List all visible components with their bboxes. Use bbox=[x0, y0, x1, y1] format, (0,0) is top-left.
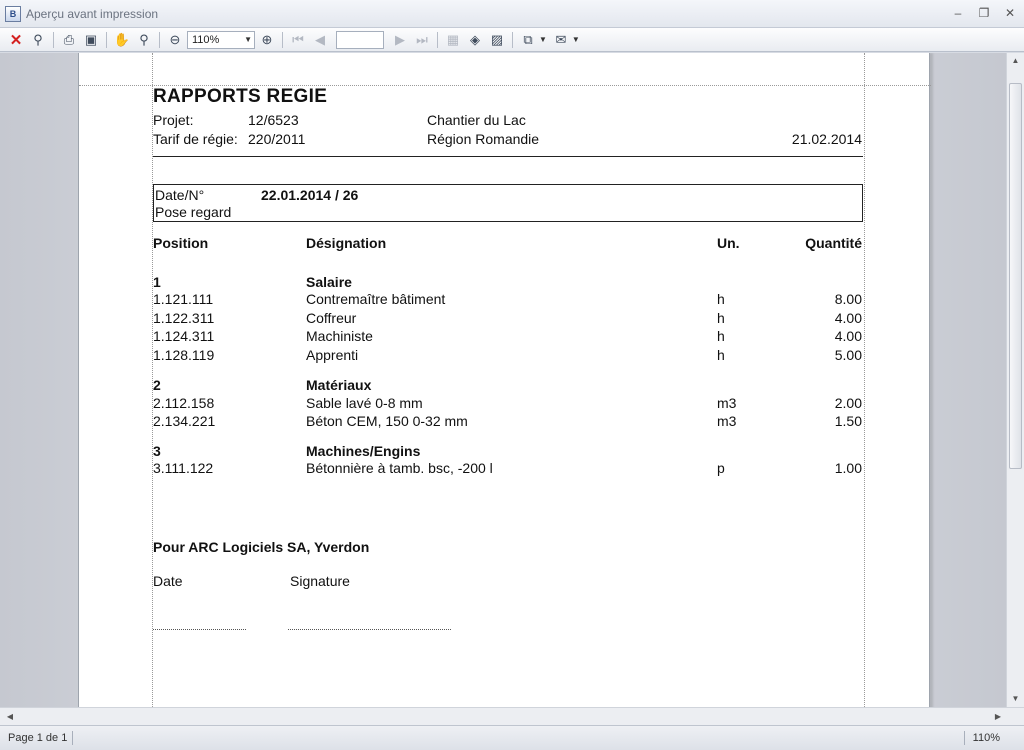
group-name: Matériaux bbox=[306, 377, 372, 393]
column-header-designation: Désignation bbox=[306, 235, 387, 251]
toolbar-separator bbox=[106, 32, 107, 48]
item-unit: m3 bbox=[717, 413, 737, 429]
page-setup-icon[interactable]: ▣ bbox=[84, 31, 98, 47]
scroll-down-icon[interactable]: ▼ bbox=[1011, 694, 1020, 703]
group-number: 2 bbox=[153, 377, 161, 393]
binoculars-find-icon[interactable]: ⚲ bbox=[33, 31, 43, 47]
item-designation: Sable lavé 0-8 mm bbox=[306, 395, 423, 411]
page-number-input[interactable] bbox=[336, 31, 384, 49]
group-name: Salaire bbox=[306, 274, 352, 290]
vertical-scrollbar[interactable] bbox=[1006, 53, 1024, 707]
item-position: 2.134.221 bbox=[153, 413, 216, 429]
column-header-quantity: Quantité bbox=[805, 235, 862, 251]
item-position: 1.121.111 bbox=[153, 291, 214, 307]
first-page-icon[interactable]: ⏮ bbox=[292, 31, 304, 47]
item-unit: m3 bbox=[717, 395, 737, 411]
scroll-up-icon[interactable]: ▲ bbox=[1011, 56, 1020, 65]
item-unit: p bbox=[717, 460, 725, 476]
status-bar bbox=[0, 725, 1024, 750]
item-quantity: 1.00 bbox=[834, 460, 862, 476]
toolbar-separator bbox=[282, 32, 283, 48]
group-name: Machines/Engins bbox=[306, 443, 421, 459]
item-designation: Apprenti bbox=[306, 347, 359, 363]
zoom-select[interactable] bbox=[187, 31, 255, 49]
vertical-scroll-thumb[interactable] bbox=[1009, 83, 1022, 469]
item-quantity: 8.00 bbox=[834, 291, 862, 307]
entry-label: Date/N° bbox=[155, 187, 205, 203]
item-position: 2.112.158 bbox=[153, 395, 215, 411]
window-controls bbox=[950, 5, 1018, 21]
report-date: 21.02.2014 bbox=[791, 131, 862, 147]
project-name: Chantier du Lac bbox=[427, 112, 526, 128]
toolbar-separator bbox=[437, 32, 438, 48]
item-unit: h bbox=[717, 347, 725, 363]
item-unit: h bbox=[717, 310, 725, 326]
email-dropdown-chevron-icon[interactable]: ▼ bbox=[571, 35, 580, 44]
project-value: 12/6523 bbox=[248, 112, 299, 128]
magnifier-icon[interactable]: ⚲ bbox=[139, 31, 149, 47]
tariff-value: 220/2011 bbox=[248, 131, 306, 147]
project-label: Projet: bbox=[153, 112, 194, 128]
margin-guide-right bbox=[864, 53, 865, 707]
hand-tool-icon[interactable]: ✋ bbox=[113, 31, 131, 47]
group-number: 1 bbox=[153, 274, 161, 290]
fill-color-icon[interactable]: ◈ bbox=[470, 31, 480, 47]
zoom-out-icon[interactable]: ⊖ bbox=[169, 31, 181, 47]
column-header-position: Position bbox=[153, 235, 209, 251]
item-quantity: 2.00 bbox=[834, 395, 862, 411]
status-page-indicator: Page 1 de 1 bbox=[8, 732, 68, 744]
tariff-label: Tarif de régie: bbox=[153, 131, 238, 147]
date-signature-line bbox=[153, 629, 246, 630]
item-designation: Machiniste bbox=[306, 328, 373, 344]
region: Région Romandie bbox=[427, 131, 540, 147]
header-divider bbox=[153, 156, 863, 157]
last-page-icon[interactable]: ⏭ bbox=[416, 31, 428, 47]
zoom-in-icon[interactable]: ⊕ bbox=[261, 31, 273, 47]
print-icon[interactable]: ⎙ bbox=[63, 31, 75, 47]
email-icon[interactable]: ✉ bbox=[555, 31, 567, 47]
item-designation: Béton CEM, 150 0-32 mm bbox=[306, 413, 468, 429]
entry-description: Pose regard bbox=[155, 204, 232, 220]
close-window-button[interactable]: ✕ bbox=[1004, 6, 1016, 20]
item-unit: h bbox=[717, 291, 725, 307]
export-icon[interactable]: ⧉ bbox=[523, 31, 533, 47]
previous-page-icon[interactable]: ◀ bbox=[315, 31, 325, 47]
item-position: 1.124.311 bbox=[153, 328, 215, 344]
item-position: 1.128.119 bbox=[153, 347, 215, 363]
item-designation: Bétonnière à tamb. bsc, -200 l bbox=[306, 460, 493, 476]
app-icon: B bbox=[5, 6, 21, 22]
zoom-value: 110% bbox=[192, 33, 220, 46]
maximize-button[interactable]: ❐ bbox=[978, 6, 990, 20]
item-position: 1.122.311 bbox=[153, 310, 215, 326]
group-number: 3 bbox=[153, 443, 161, 459]
item-quantity: 4.00 bbox=[834, 310, 862, 326]
status-separator bbox=[72, 731, 73, 745]
window-title: Aperçu avant impression bbox=[26, 6, 159, 21]
toolbar-separator bbox=[53, 32, 54, 48]
status-separator bbox=[964, 731, 965, 745]
column-header-unit: Un. bbox=[717, 235, 740, 251]
footer-signature-label: Signature bbox=[290, 573, 350, 589]
item-quantity: 4.00 bbox=[834, 328, 862, 344]
item-position: 3.111.122 bbox=[153, 460, 214, 476]
next-page-icon[interactable]: ▶ bbox=[395, 31, 405, 47]
preview-toolbar bbox=[0, 28, 1024, 52]
item-quantity: 1.50 bbox=[834, 413, 862, 429]
report-page bbox=[78, 53, 930, 707]
close-icon[interactable]: ✕ bbox=[9, 31, 23, 49]
toolbar-separator bbox=[512, 32, 513, 48]
minimize-button[interactable]: – bbox=[954, 6, 962, 20]
footer-date-label: Date bbox=[153, 573, 183, 589]
multiple-pages-icon[interactable]: ▦ bbox=[446, 31, 460, 47]
export-dropdown-chevron-icon[interactable]: ▼ bbox=[539, 35, 547, 44]
chevron-down-icon: ▼ bbox=[244, 34, 252, 44]
item-quantity: 5.00 bbox=[834, 347, 862, 363]
signature-line bbox=[288, 629, 451, 630]
horizontal-scrollbar[interactable] bbox=[0, 707, 1024, 725]
item-designation: Contremaître bâtiment bbox=[306, 291, 446, 307]
entry-value: 22.01.2014 / 26 bbox=[261, 187, 359, 203]
entry-box bbox=[153, 184, 863, 222]
item-designation: Coffreur bbox=[306, 310, 357, 326]
footer-company: Pour ARC Logiciels SA, Yverdon bbox=[153, 539, 370, 555]
toolbar-separator bbox=[159, 32, 160, 48]
scroll-right-icon[interactable]: ▶ bbox=[994, 712, 1002, 721]
scroll-left-icon[interactable]: ◀ bbox=[6, 712, 14, 721]
title-bar bbox=[0, 0, 1024, 28]
watermark-icon[interactable]: ▨ bbox=[490, 31, 504, 47]
preview-viewport[interactable] bbox=[0, 53, 1006, 707]
status-zoom-level: 110% bbox=[972, 732, 1000, 744]
report-title: RAPPORTS REGIE bbox=[153, 86, 328, 107]
item-unit: h bbox=[717, 328, 725, 344]
